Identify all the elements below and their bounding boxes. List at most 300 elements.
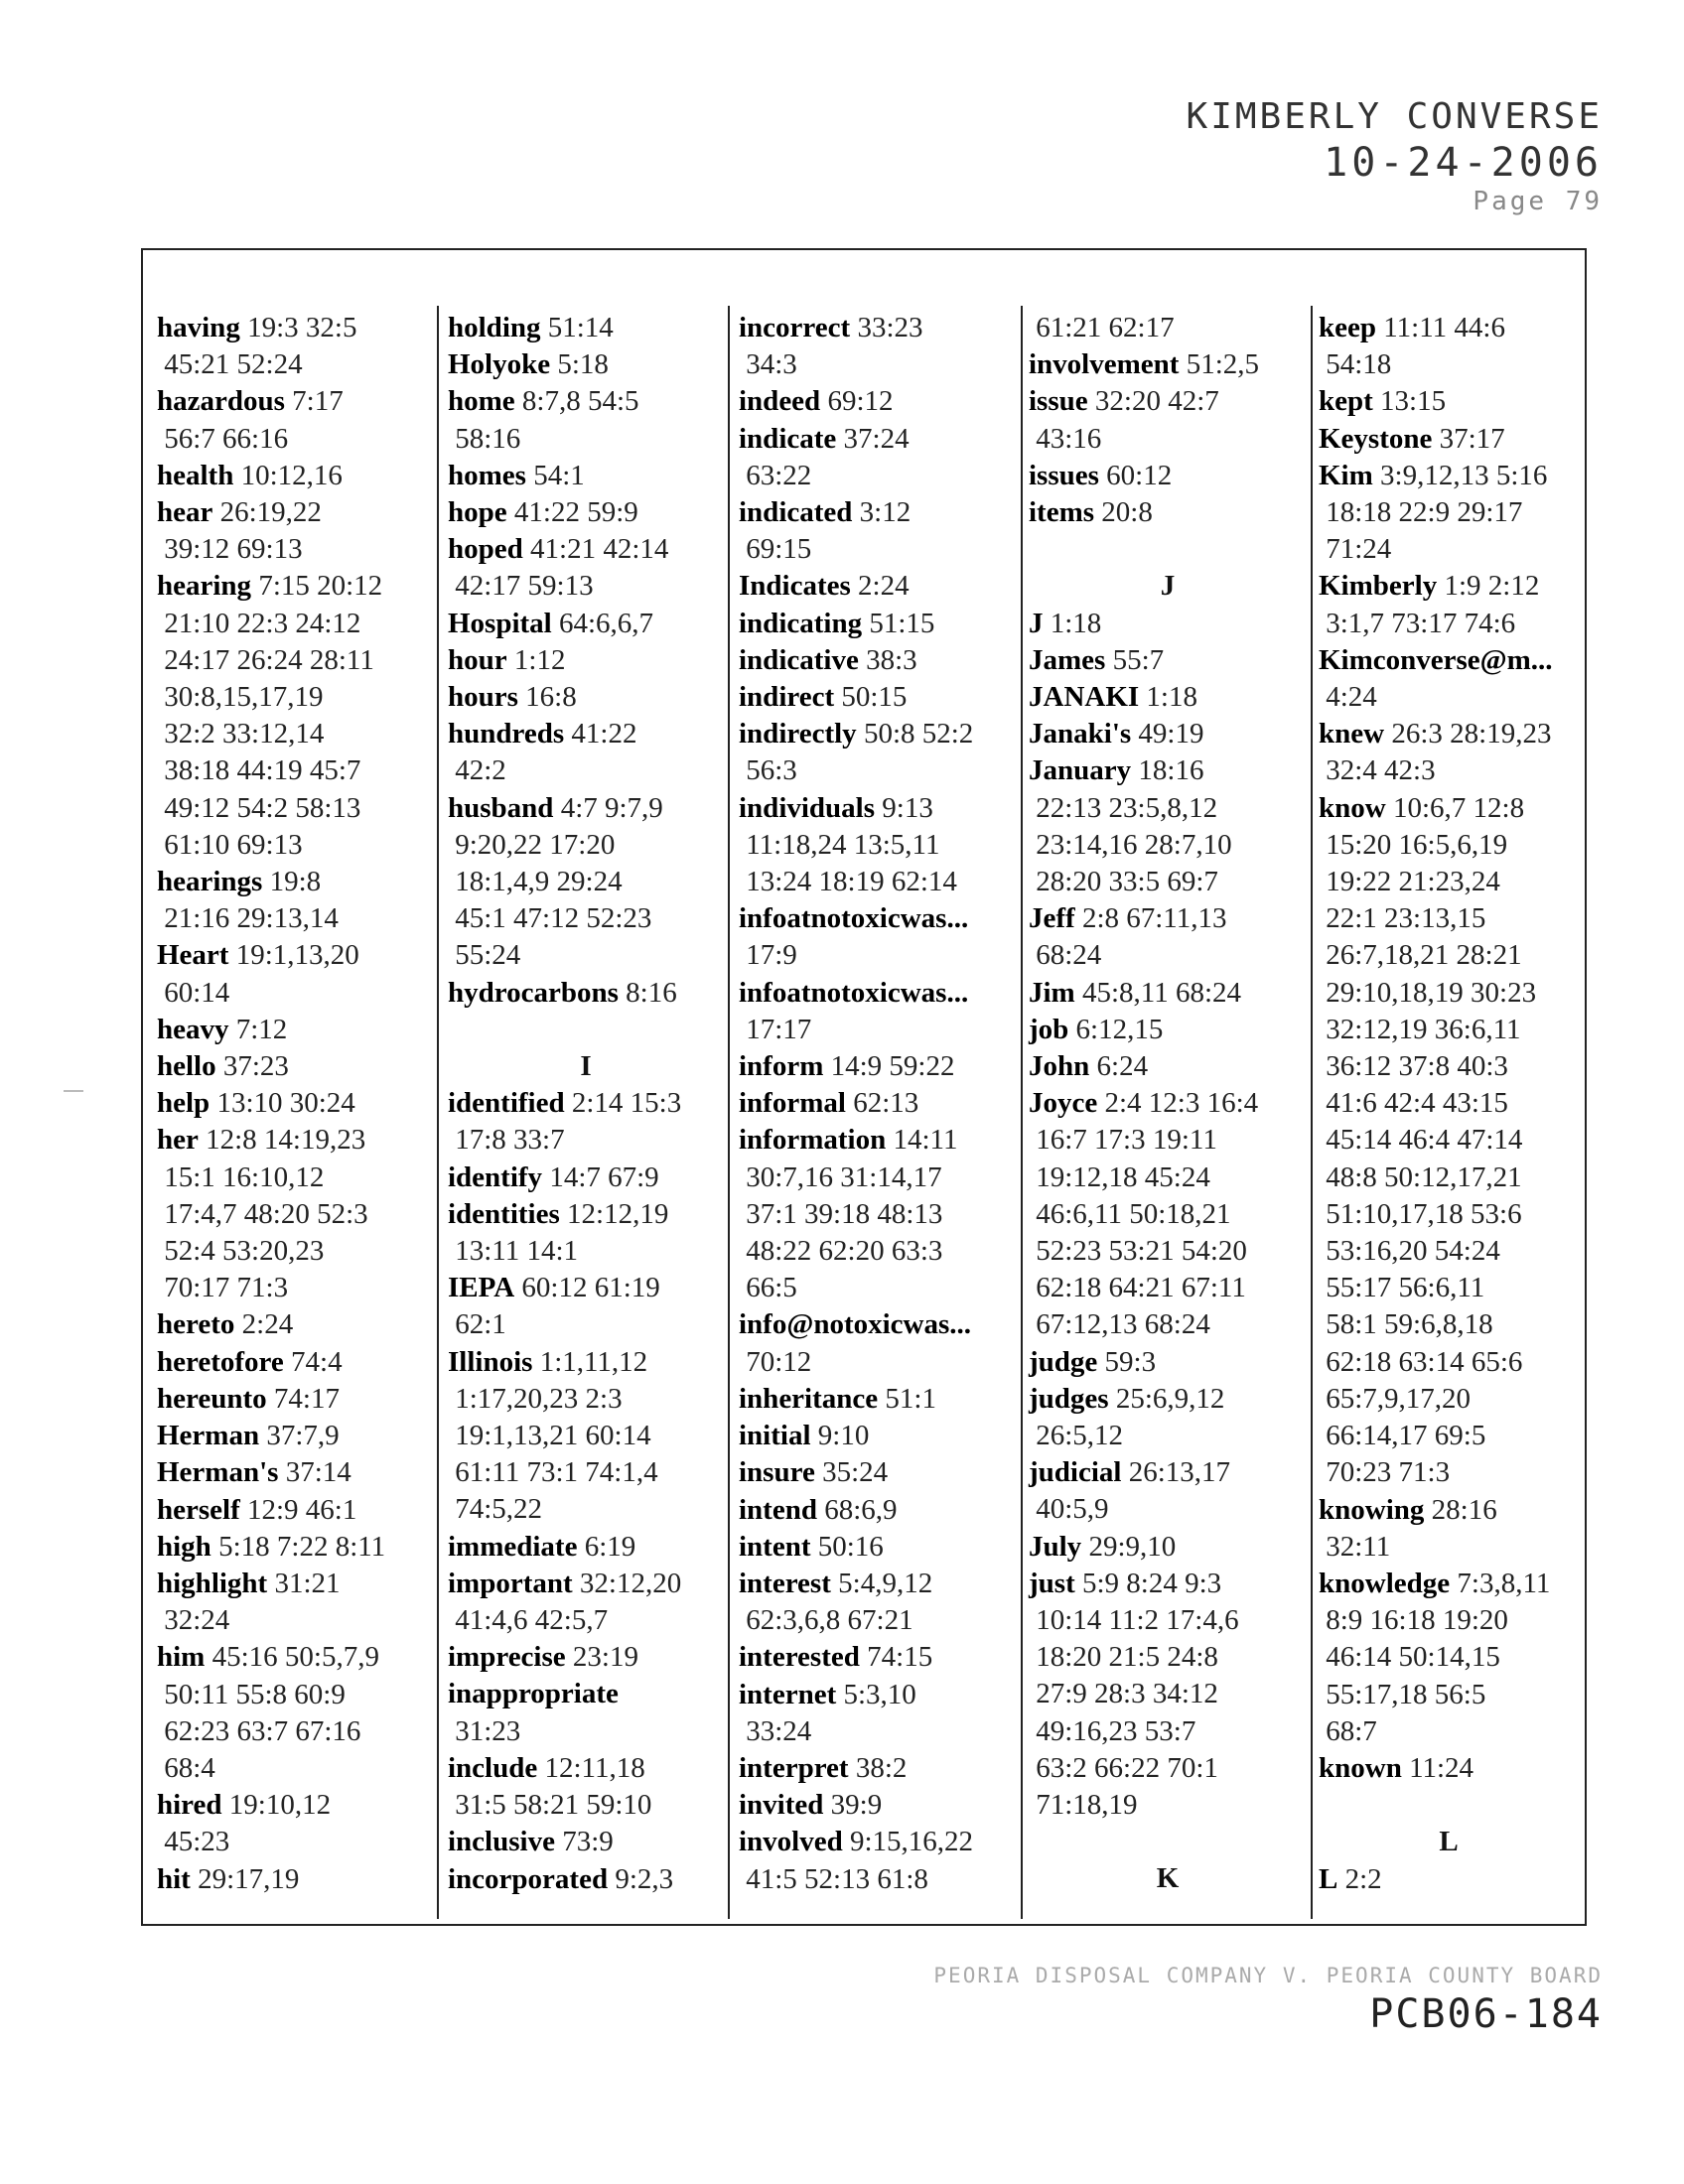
index-column-5 bbox=[1319, 310, 1579, 1898]
index-term: information bbox=[739, 1124, 887, 1157]
page-line-refs: 45:21 52:24 bbox=[164, 348, 303, 381]
page-line-refs: 7:3,8,11 bbox=[1457, 1567, 1551, 1599]
index-term: internet bbox=[739, 1678, 837, 1710]
page-line-refs: 38:3 bbox=[866, 643, 917, 676]
page-line-refs: 60:12 61:19 bbox=[521, 1272, 660, 1304]
spacer bbox=[448, 1012, 724, 1048]
index-entry-continued bbox=[157, 827, 433, 864]
index-term: intent bbox=[739, 1530, 811, 1563]
page-line-refs: 5:9 8:24 9:3 bbox=[1081, 1567, 1222, 1599]
index-entry bbox=[448, 1529, 724, 1566]
index-entry-continued bbox=[1319, 1048, 1579, 1085]
index-entry bbox=[448, 790, 724, 827]
spacer bbox=[1319, 1787, 1579, 1824]
index-entry-continued bbox=[448, 752, 724, 789]
index-entry bbox=[157, 1122, 433, 1159]
index-entry bbox=[448, 310, 724, 346]
index-term: knew bbox=[1319, 718, 1385, 751]
index-entry bbox=[157, 1787, 433, 1824]
index-term: Illinois bbox=[448, 1345, 533, 1378]
page-line-refs: 18:1,4,9 29:24 bbox=[455, 866, 623, 898]
index-entry-continued bbox=[1029, 790, 1307, 827]
page-line-refs: 9:10 bbox=[817, 1420, 870, 1452]
page-line-refs: 38:18 44:19 45:7 bbox=[164, 754, 361, 787]
page-line-refs: 55:17 56:6,11 bbox=[1326, 1272, 1485, 1304]
index-entry-continued bbox=[1029, 827, 1307, 864]
page-line-refs: 45:23 bbox=[164, 1826, 230, 1858]
page-line-refs: 40:5,9 bbox=[1036, 1493, 1109, 1526]
index-entry bbox=[448, 1750, 724, 1787]
index-entry-continued bbox=[1029, 1491, 1307, 1528]
page-line-refs: 45:8,11 68:24 bbox=[1081, 976, 1242, 1009]
page-line-refs: 62:18 63:14 65:6 bbox=[1326, 1345, 1523, 1378]
page-line-refs: 15:1 16:10,12 bbox=[164, 1160, 325, 1193]
page-line-refs: 62:1 bbox=[455, 1308, 506, 1341]
index-entry-continued bbox=[157, 1160, 433, 1196]
page-line-refs: 9:13 bbox=[882, 791, 933, 824]
index-term: Indicates bbox=[739, 570, 851, 603]
page-line-refs: 2:24 bbox=[241, 1308, 294, 1341]
index-term: identify bbox=[448, 1160, 543, 1193]
index-entry bbox=[739, 1529, 1017, 1566]
page-line-refs: 13:15 bbox=[1380, 385, 1447, 418]
index-entry-continued bbox=[448, 1381, 724, 1418]
page-line-refs: 22:1 23:13,15 bbox=[1326, 902, 1486, 935]
index-entry-continued bbox=[1319, 606, 1579, 642]
index-entry bbox=[157, 1639, 433, 1676]
page-line-refs: 32:4 42:3 bbox=[1326, 754, 1436, 787]
page-line-refs: 42:17 59:13 bbox=[455, 570, 594, 603]
column-divider bbox=[728, 306, 730, 1919]
page-line-refs: 62:3,6,8 67:21 bbox=[746, 1604, 913, 1637]
page-line-refs: 2:24 bbox=[858, 570, 910, 603]
page-line-refs: 51:1 bbox=[885, 1382, 936, 1415]
index-entry-continued bbox=[1319, 752, 1579, 789]
page-line-refs: 10:6,7 12:8 bbox=[1392, 791, 1525, 824]
index-entry bbox=[739, 790, 1017, 827]
index-entry-continued bbox=[1029, 310, 1307, 346]
index-entry bbox=[448, 642, 724, 679]
page-line-refs: 71:18,19 bbox=[1036, 1789, 1138, 1822]
index-entry bbox=[739, 642, 1017, 679]
index-entry-continued bbox=[1029, 1639, 1307, 1676]
page-line-refs: 19:8 bbox=[269, 866, 322, 898]
page-line-refs: 56:7 66:16 bbox=[164, 422, 289, 455]
page-line-refs: 55:24 bbox=[455, 939, 521, 972]
page-line-refs: 32:2 33:12,14 bbox=[164, 718, 325, 751]
page-line-refs: 19:1,13,20 bbox=[235, 939, 359, 972]
index-entry bbox=[448, 679, 724, 716]
index-term: help bbox=[157, 1087, 210, 1120]
page-line-refs: 1:1,11,12 bbox=[539, 1345, 648, 1378]
index-entry bbox=[1319, 1861, 1579, 1898]
index-term: judges bbox=[1029, 1382, 1109, 1415]
index-entry-continued bbox=[1319, 1160, 1579, 1196]
index-entry bbox=[157, 1306, 433, 1343]
index-entry-continued bbox=[739, 1861, 1017, 1898]
index-entry-continued bbox=[739, 864, 1017, 900]
page-line-refs: 41:22 59:9 bbox=[513, 496, 638, 529]
index-entry-continued bbox=[1029, 1160, 1307, 1196]
page-line-refs: 13:24 18:19 62:14 bbox=[746, 866, 957, 898]
page-line-refs: 8:9 16:18 19:20 bbox=[1326, 1604, 1508, 1637]
index-entry bbox=[1029, 975, 1307, 1012]
page-line-refs: 70:12 bbox=[746, 1345, 812, 1378]
index-term: include bbox=[448, 1751, 538, 1784]
index-term: hereunto bbox=[157, 1382, 267, 1415]
page-line-refs: 37:24 bbox=[843, 422, 910, 455]
index-entry bbox=[448, 1676, 724, 1712]
page-line-refs: 45:16 50:5,7,9 bbox=[211, 1641, 379, 1674]
index-entry bbox=[739, 975, 1017, 1012]
index-entry bbox=[1319, 1750, 1579, 1787]
index-term: incorrect bbox=[739, 312, 851, 343]
spacer bbox=[1029, 531, 1307, 568]
index-entry bbox=[157, 1492, 433, 1529]
page-line-refs: 45:14 46:4 47:14 bbox=[1326, 1124, 1523, 1157]
index-entry bbox=[448, 458, 724, 494]
index-entry-continued bbox=[157, 531, 433, 568]
spacer bbox=[1029, 1824, 1307, 1860]
index-entry-continued bbox=[1029, 1787, 1307, 1824]
index-frame bbox=[141, 248, 1587, 1926]
index-entry-continued bbox=[739, 1160, 1017, 1196]
index-entry-continued bbox=[157, 975, 433, 1012]
index-entry bbox=[739, 1306, 1017, 1343]
index-entry-continued bbox=[1029, 1306, 1307, 1343]
page-line-refs: 17:9 bbox=[746, 939, 797, 972]
index-entry-continued bbox=[1319, 679, 1579, 716]
page-line-refs: 41:22 bbox=[571, 718, 637, 751]
index-entry bbox=[157, 383, 433, 420]
index-entry bbox=[739, 568, 1017, 605]
index-term: insure bbox=[739, 1456, 815, 1489]
index-entry bbox=[157, 1418, 433, 1454]
index-entry bbox=[1029, 1012, 1307, 1048]
deponent-name: KIMBERLY CONVERSE bbox=[1186, 96, 1603, 137]
page-line-refs: 66:5 bbox=[746, 1272, 797, 1304]
index-term: hours bbox=[448, 681, 518, 714]
page-line-refs: 2:4 12:3 16:4 bbox=[1104, 1087, 1259, 1120]
index-entry-continued bbox=[1319, 1122, 1579, 1159]
page-line-refs: 17:8 33:7 bbox=[455, 1124, 565, 1157]
index-term: interested bbox=[739, 1641, 860, 1674]
index-entry-continued bbox=[1319, 1639, 1579, 1676]
page-line-refs: 21:10 22:3 24:12 bbox=[164, 607, 361, 639]
page-line-refs: 45:1 47:12 52:23 bbox=[455, 902, 652, 935]
page-line-refs: 2:2 bbox=[1344, 1862, 1382, 1895]
page-line-refs: 26:5,12 bbox=[1036, 1420, 1124, 1452]
page-line-refs: 54:18 bbox=[1326, 348, 1392, 381]
page-line-refs: 1:9 2:12 bbox=[1444, 570, 1540, 603]
page-line-refs: 37:7,9 bbox=[266, 1420, 340, 1452]
index-entry-continued bbox=[448, 864, 724, 900]
index-entry-continued bbox=[739, 1233, 1017, 1270]
index-entry bbox=[1029, 606, 1307, 642]
index-term: Jim bbox=[1029, 976, 1075, 1009]
index-entry-continued bbox=[739, 937, 1017, 974]
page-line-refs: 68:24 bbox=[1036, 939, 1102, 972]
page-line-refs: 15:20 16:5,6,19 bbox=[1326, 828, 1508, 861]
page-line-refs: 18:18 22:9 29:17 bbox=[1326, 496, 1523, 529]
page-line-refs: 26:13,17 bbox=[1128, 1456, 1231, 1489]
page-line-refs: 63:2 66:22 70:1 bbox=[1036, 1751, 1218, 1784]
index-entry bbox=[1319, 1492, 1579, 1529]
index-entry bbox=[157, 458, 433, 494]
index-entry-continued bbox=[448, 937, 724, 974]
letter-heading: I bbox=[580, 1050, 592, 1083]
index-term: Kimberly bbox=[1319, 570, 1438, 603]
page-line-refs: 61:10 69:13 bbox=[164, 828, 303, 861]
page-line-refs: 26:7,18,21 28:21 bbox=[1326, 939, 1522, 972]
page-line-refs: 62:23 63:7 67:16 bbox=[164, 1714, 361, 1747]
index-entry-continued bbox=[1319, 1529, 1579, 1566]
index-term: hoped bbox=[448, 533, 523, 566]
index-entry-continued bbox=[157, 1602, 433, 1639]
index-entry-continued bbox=[157, 1677, 433, 1713]
index-entry-continued bbox=[448, 1602, 724, 1639]
index-term: hope bbox=[448, 496, 507, 529]
index-entry-continued bbox=[1029, 864, 1307, 900]
index-entry bbox=[1029, 679, 1307, 716]
index-entry bbox=[157, 1048, 433, 1085]
page-line-refs: 19:1,13,21 60:14 bbox=[455, 1420, 651, 1452]
page-line-refs: 9:15,16,22 bbox=[850, 1826, 974, 1858]
index-term: Janaki's bbox=[1029, 718, 1132, 751]
index-term: indicated bbox=[739, 496, 853, 529]
index-entry-continued bbox=[1319, 1270, 1579, 1306]
page-line-refs: 31:21 bbox=[274, 1567, 341, 1599]
index-term: involved bbox=[739, 1826, 843, 1858]
index-entry-continued bbox=[1319, 1196, 1579, 1233]
index-entry-continued bbox=[1319, 1233, 1579, 1270]
index-entry bbox=[448, 1085, 724, 1122]
margin-mark bbox=[64, 1090, 83, 1092]
index-term: inform bbox=[739, 1050, 824, 1083]
page-line-refs: 10:14 11:2 17:4,6 bbox=[1036, 1604, 1239, 1637]
index-entry bbox=[739, 1492, 1017, 1529]
page-footer bbox=[933, 1961, 1603, 2038]
index-entry-continued bbox=[157, 1713, 433, 1750]
page-line-refs: 55:7 bbox=[1112, 643, 1165, 676]
page-line-refs: 51:2,5 bbox=[1186, 348, 1259, 381]
index-entry bbox=[1319, 421, 1579, 458]
index-term: herself bbox=[157, 1493, 240, 1526]
index-term: heretofore bbox=[157, 1345, 284, 1378]
index-entry bbox=[1029, 1454, 1307, 1491]
index-term: inappropriate bbox=[448, 1678, 619, 1710]
index-entry bbox=[739, 1048, 1017, 1085]
page-line-refs: 69:12 bbox=[827, 385, 894, 418]
index-entry-continued bbox=[1319, 346, 1579, 383]
page-line-refs: 7:12 bbox=[235, 1013, 288, 1045]
page-line-refs: 63:22 bbox=[746, 459, 812, 491]
index-entry bbox=[739, 1566, 1017, 1602]
index-entry bbox=[739, 310, 1017, 346]
index-column-4 bbox=[1029, 310, 1307, 1898]
page-line-refs: 35:24 bbox=[822, 1456, 889, 1489]
page-line-refs: 5:3,10 bbox=[843, 1678, 916, 1710]
index-entry bbox=[1029, 900, 1307, 937]
index-term: issues bbox=[1029, 459, 1099, 491]
index-term: homes bbox=[448, 459, 526, 491]
index-entry-continued bbox=[1029, 1196, 1307, 1233]
page-line-refs: 33:23 bbox=[857, 312, 923, 343]
index-term: informal bbox=[739, 1087, 846, 1120]
index-entry bbox=[1319, 383, 1579, 420]
index-term: identified bbox=[448, 1087, 565, 1120]
index-term: IEPA bbox=[448, 1272, 515, 1304]
page-line-refs: 34:3 bbox=[746, 348, 797, 381]
page-line-refs: 11:24 bbox=[1409, 1751, 1474, 1784]
index-entry bbox=[1319, 568, 1579, 605]
page-line-refs: 6:24 bbox=[1096, 1050, 1149, 1083]
page-line-refs: 51:10,17,18 53:6 bbox=[1326, 1197, 1522, 1230]
page-line-refs: 55:17,18 56:5 bbox=[1326, 1678, 1486, 1710]
page-line-refs: 28:16 bbox=[1431, 1493, 1497, 1526]
index-entry bbox=[739, 1824, 1017, 1860]
index-entry bbox=[739, 679, 1017, 716]
page-line-refs: 20:8 bbox=[1101, 496, 1153, 529]
index-entry-continued bbox=[739, 346, 1017, 383]
index-entry-continued bbox=[739, 1270, 1017, 1306]
index-entry-continued bbox=[1029, 421, 1307, 458]
index-entry-continued bbox=[1029, 1418, 1307, 1454]
page-line-refs: 7:17 bbox=[292, 385, 344, 418]
page-line-refs: 13:11 14:1 bbox=[455, 1235, 579, 1268]
index-term: John bbox=[1029, 1050, 1090, 1083]
page-line-refs: 2:8 67:11,13 bbox=[1081, 902, 1227, 935]
index-entry-continued bbox=[448, 1418, 724, 1454]
page-line-refs: 4:24 bbox=[1326, 681, 1377, 714]
page-line-refs: 29:9,10 bbox=[1088, 1530, 1177, 1563]
page-line-refs: 74:5,22 bbox=[455, 1493, 543, 1526]
page-line-refs: 73:9 bbox=[562, 1826, 614, 1858]
page-line-refs: 32:24 bbox=[164, 1604, 230, 1637]
page-line-refs: 68:7 bbox=[1326, 1714, 1377, 1747]
page-line-refs: 50:16 bbox=[817, 1530, 884, 1563]
index-entry bbox=[1029, 1085, 1307, 1122]
page-line-refs: 14:9 59:22 bbox=[830, 1050, 955, 1083]
page-line-refs: 58:1 59:6,8,18 bbox=[1326, 1308, 1493, 1341]
page-line-refs: 5:18 7:22 8:11 bbox=[218, 1530, 386, 1563]
page-line-refs: 17:17 bbox=[746, 1013, 812, 1045]
index-entry bbox=[448, 1639, 724, 1676]
index-term: interest bbox=[739, 1567, 831, 1599]
index-entry-continued bbox=[157, 716, 433, 752]
index-entry-continued bbox=[739, 1012, 1017, 1048]
index-entry bbox=[157, 1381, 433, 1418]
page-line-refs: 74:4 bbox=[291, 1345, 343, 1378]
index-term: infoatnotoxicwas... bbox=[739, 902, 969, 935]
index-entry bbox=[1029, 383, 1307, 420]
page-line-refs: 9:2,3 bbox=[615, 1862, 674, 1895]
page-line-refs: 51:15 bbox=[869, 607, 935, 639]
index-term: indicate bbox=[739, 422, 837, 455]
index-entry bbox=[157, 1344, 433, 1381]
page-line-refs: 50:8 52:2 bbox=[863, 718, 974, 751]
index-entry-continued bbox=[448, 827, 724, 864]
index-term: individuals bbox=[739, 791, 876, 824]
page-line-refs: 11:11 44:6 bbox=[1383, 312, 1505, 343]
index-entry-continued bbox=[1319, 1418, 1579, 1454]
index-entry-continued bbox=[157, 606, 433, 642]
index-term: incorporated bbox=[448, 1862, 609, 1895]
index-column-1 bbox=[157, 310, 433, 1898]
page-line-refs: 43:16 bbox=[1036, 422, 1102, 455]
page-line-refs: 28:20 33:5 69:7 bbox=[1036, 866, 1218, 898]
index-term: judicial bbox=[1029, 1456, 1122, 1489]
page-line-refs: 2:14 15:3 bbox=[571, 1087, 682, 1120]
index-term: interpret bbox=[739, 1751, 849, 1784]
case-title: PEORIA DISPOSAL COMPANY V. PEORIA COUNTY BOARD bbox=[933, 1964, 1603, 1987]
index-entry-continued bbox=[739, 827, 1017, 864]
index-entry bbox=[1029, 642, 1307, 679]
page-line-refs: 41:6 42:4 43:15 bbox=[1326, 1087, 1508, 1120]
case-number: PCB06-184 bbox=[1369, 1991, 1603, 2037]
index-term: health bbox=[157, 459, 234, 491]
page-line-refs: 74:17 bbox=[273, 1382, 340, 1415]
page-line-refs: 37:17 bbox=[1439, 422, 1505, 455]
index-term: hour bbox=[448, 643, 507, 676]
index-term: hearing bbox=[157, 570, 252, 603]
index-entry-continued bbox=[1029, 1602, 1307, 1639]
page-line-refs: 13:10 30:24 bbox=[216, 1087, 355, 1120]
page-line-refs: 21:16 29:13,14 bbox=[164, 902, 339, 935]
index-entry bbox=[1029, 1529, 1307, 1566]
index-entry bbox=[739, 900, 1017, 937]
index-entry-continued bbox=[1319, 900, 1579, 937]
index-entry-continued bbox=[1319, 1677, 1579, 1713]
index-entry bbox=[1029, 1048, 1307, 1085]
page-line-refs: 31:5 58:21 59:10 bbox=[455, 1789, 652, 1822]
index-term: job bbox=[1029, 1013, 1069, 1045]
page-line-refs: 66:14,17 69:5 bbox=[1326, 1420, 1486, 1452]
page-line-refs: 62:18 64:21 67:11 bbox=[1036, 1272, 1246, 1304]
index-term: identities bbox=[448, 1197, 560, 1230]
index-entry bbox=[1029, 346, 1307, 383]
page-line-refs: 68:6,9 bbox=[824, 1493, 898, 1526]
index-entry-continued bbox=[448, 1491, 724, 1528]
index-entry bbox=[1319, 716, 1579, 752]
page-line-refs: 19:12,18 45:24 bbox=[1036, 1160, 1210, 1193]
index-term: indirect bbox=[739, 681, 835, 714]
index-entry bbox=[739, 1418, 1017, 1454]
page-line-refs: 42:2 bbox=[455, 754, 506, 787]
index-entry bbox=[1319, 642, 1579, 679]
page-line-refs: 5:4,9,12 bbox=[838, 1567, 933, 1599]
index-entry-continued bbox=[739, 531, 1017, 568]
page-line-refs: 62:13 bbox=[853, 1087, 919, 1120]
index-term: Kim bbox=[1319, 459, 1373, 491]
page-line-refs: 52:23 53:21 54:20 bbox=[1036, 1235, 1247, 1268]
index-term: hearings bbox=[157, 866, 263, 898]
index-entry bbox=[157, 1566, 433, 1602]
page-line-refs: 56:3 bbox=[746, 754, 797, 787]
index-entry-continued bbox=[157, 1824, 433, 1860]
index-term: him bbox=[157, 1641, 206, 1674]
page-line-refs: 25:6,9,12 bbox=[1115, 1382, 1225, 1415]
page-line-refs: 49:16,23 53:7 bbox=[1036, 1714, 1196, 1747]
page-line-refs: 52:4 53:20,23 bbox=[164, 1235, 325, 1268]
page-line-refs: 23:14,16 28:7,10 bbox=[1036, 828, 1232, 861]
index-term: just bbox=[1029, 1567, 1075, 1599]
index-entry bbox=[448, 1160, 724, 1196]
index-term: Herman bbox=[157, 1420, 260, 1452]
page-line-refs: 3:1,7 73:17 74:6 bbox=[1326, 607, 1516, 639]
index-term: January bbox=[1029, 754, 1132, 787]
index-entry-continued bbox=[1319, 1085, 1579, 1122]
